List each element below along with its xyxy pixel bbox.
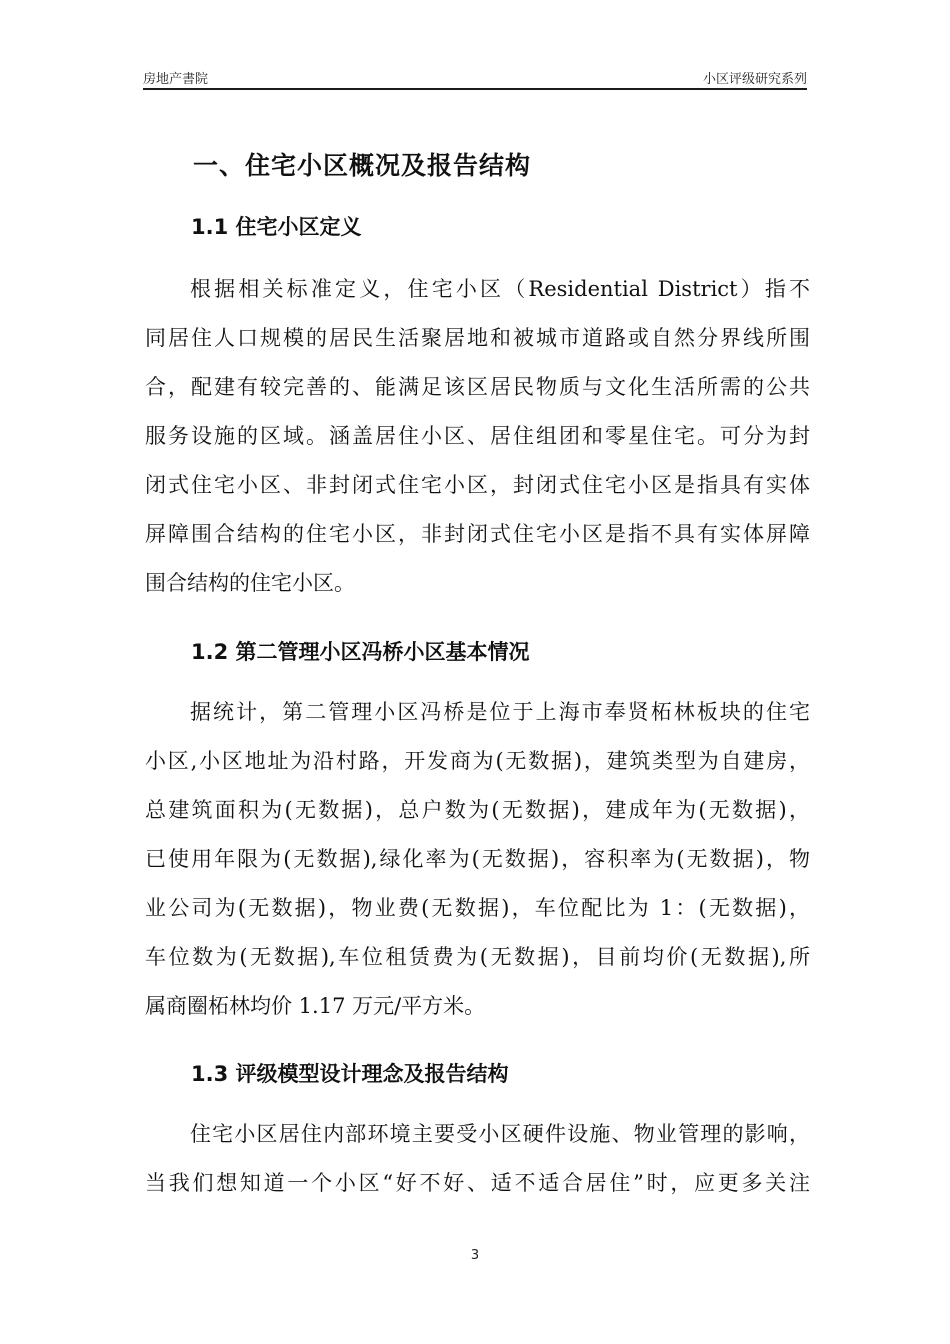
- paragraph-line: 小区,小区地址为沿村路，开发商为(无数据)，建筑类型为自建房，: [145, 749, 810, 773]
- paragraph-line: 据统计，第二管理小区冯桥是位于上海市奉贤柘林板块的住宅: [190, 700, 810, 724]
- page-number: 3: [470, 1248, 480, 1263]
- header-publisher: 房地产書院: [143, 72, 209, 87]
- section-1-1-paragraph: [145, 265, 810, 608]
- paragraph-line: 总建筑面积为(无数据)，总户数为(无数据)，建成年为(无数据)，: [145, 798, 810, 822]
- page-header: [143, 66, 807, 90]
- paragraph-line: 服务设施的区域。涵盖居住小区、居住组团和零星住宅。可分为封: [145, 424, 810, 448]
- chapter-title: 一、住宅小区概况及报告结构: [193, 151, 532, 180]
- paragraph-line: 闭式住宅小区、非封闭式住宅小区，封闭式住宅小区是指具有实体: [145, 473, 810, 497]
- section-1-3-paragraph: [145, 1110, 810, 1208]
- paragraph-line: 业公司为(无数据)，物业费(无数据)，车位配比为 1：(无数据)，: [145, 896, 810, 920]
- header-series-title: 小区评级研究系列: [702, 72, 807, 87]
- paragraph-line: 车位数为(无数据),车位租赁费为(无数据)，目前均价(无数据),所: [145, 945, 810, 969]
- paragraph-line: 住宅小区居住内部环境主要受小区硬件设施、物业管理的影响，: [190, 1122, 810, 1146]
- section-heading-1-2: 1.2 第二管理小区冯桥小区基本情况: [191, 640, 530, 664]
- section-heading-1-1: 1.1 住宅小区定义: [191, 215, 362, 239]
- section-heading-1-3: 1.3 评级模型设计理念及报告结构: [191, 1062, 509, 1086]
- paragraph-line: 已使用年限为(无数据),绿化率为(无数据)，容积率为(无数据)，物: [145, 847, 810, 871]
- section-1-2-paragraph: [145, 688, 810, 1031]
- paragraph-line: 合，配建有较完善的、能满足该区居民物质与文化生活所需的公共: [145, 375, 810, 399]
- paragraph-line: 根据相关标准定义，住宅小区（Residential District）指不: [190, 277, 810, 301]
- paragraph-line: 同居住人口规模的居民生活聚居地和被城市道路或自然分界线所围: [145, 326, 810, 350]
- paragraph-line: 属商圈柘林均价 1.17 万元/平方米。: [145, 994, 486, 1018]
- paragraph-line: 屏障围合结构的住宅小区，非封闭式住宅小区是指不具有实体屏障: [145, 522, 810, 546]
- paragraph-line: 当我们想知道一个小区“好不好、适不适合居住”时，应更多关注: [145, 1171, 810, 1195]
- paragraph-line: 围合结构的住宅小区。: [145, 571, 355, 595]
